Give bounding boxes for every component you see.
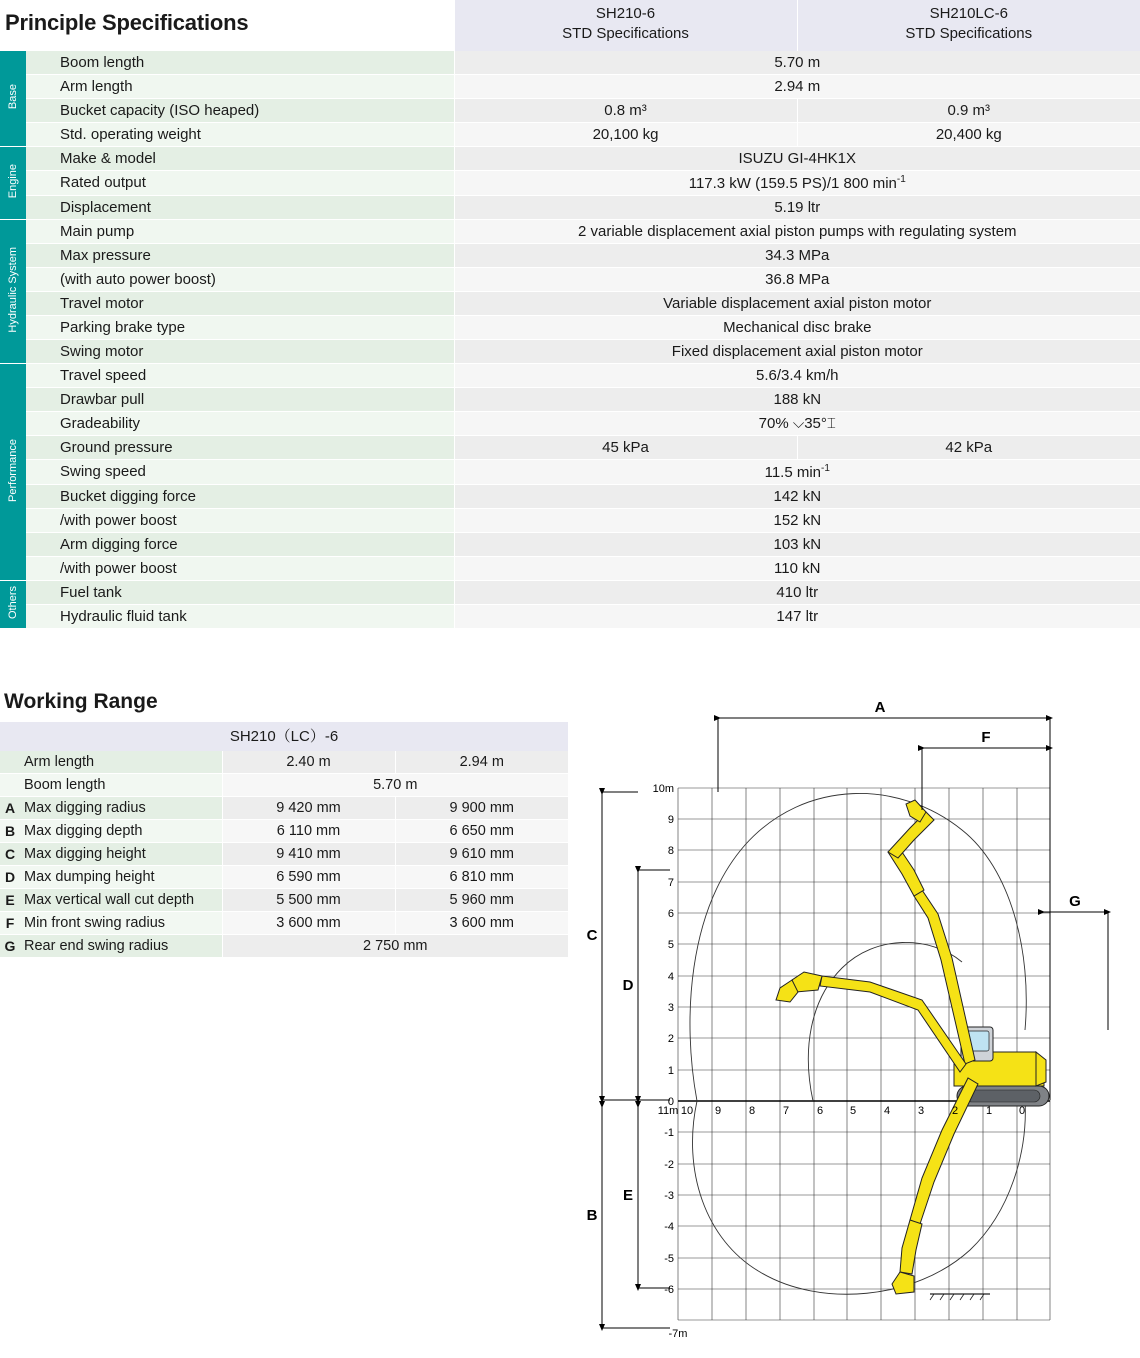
row-label: Max dumping height [20,866,222,889]
row-value-arm-294: 3 600 mm [395,912,568,935]
table-row [0,604,1140,628]
table-row [0,580,1140,604]
row-label: Min front swing radius [20,912,222,935]
row-label: Drawbar pull [26,387,454,411]
row-value: 103 kN [454,532,1140,556]
row-label: /with power boost [26,508,454,532]
row-value-sh210-6: 20,100 kg [454,122,797,146]
category-hydraulic-system [0,219,26,363]
row-value: ISUZU GI-4HK1X [454,146,1140,170]
row-label: Make & model [26,146,454,170]
svg-text:5: 5 [849,1105,857,1117]
svg-text:6: 6 [816,1105,824,1117]
row-value: Fixed displacement axial piston motor [454,339,1140,363]
svg-text:3: 3 [917,1105,925,1117]
specifications-title-cell [0,0,454,51]
working-range-header-row [0,722,568,751]
row-value: 110 kN [454,556,1140,580]
row-label: (with auto power boost) [26,267,454,291]
table-row [0,219,1140,243]
svg-text:4: 4 [667,971,674,983]
svg-text:0: 0 [667,1096,674,1108]
svg-text:10: 10 [680,1105,694,1117]
svg-text:5: 5 [667,939,674,951]
row-key: D [0,866,20,889]
row-label: Boom length [20,774,222,797]
row-value: Variable displacement axial piston motor [454,291,1140,315]
table-row [0,291,1140,315]
table-row [0,315,1140,339]
row-label: Rated output [26,170,454,195]
row-value-sh210-6: 45 kPa [454,435,797,459]
y-axis-bottom-label: -7m [668,1328,688,1340]
row-value: 34.3 MPa [454,243,1140,267]
table-row [0,484,1140,508]
table-row [0,267,1140,291]
table-row [0,774,568,797]
row-label: Boom length [26,51,454,75]
row-label: Parking brake type [26,315,454,339]
row-value: 5.19 ltr [454,195,1140,219]
row-label: Rear end swing radius [20,935,222,958]
row-value: 152 kN [454,508,1140,532]
svg-text:-5: -5 [664,1253,674,1265]
dimension-f [922,748,1050,810]
row-value: 2 variable displacement axial piston pumps with regulating system [454,219,1140,243]
row-label: Arm length [26,74,454,98]
row-label: Travel speed [26,363,454,387]
row-value-arm-294: 2.94 m [395,751,568,774]
specifications-body [0,51,1140,629]
row-label: Main pump [26,219,454,243]
model-spec: STD Specifications [905,25,1033,43]
row-value: 410 ltr [454,580,1140,604]
y-axis-labels [653,783,688,1340]
column-header-sh210lc-6 [797,0,1140,51]
row-label: Gradeability [26,411,454,435]
row-value-arm-240: 2.40 m [222,751,395,774]
row-label: Std. operating weight [26,122,454,146]
row-value-arm-294: 9 900 mm [395,797,568,820]
table-row [0,459,1140,484]
specifications-header-row [0,0,1140,51]
row-label: Max digging depth [20,820,222,843]
excavator-illustration [776,800,1049,1300]
row-label: Swing motor [26,339,454,363]
svg-text:-4: -4 [664,1221,674,1233]
working-range-model-header: SH210（LC）-6 [0,722,568,751]
svg-text:1: 1 [667,1065,674,1077]
row-value: 2 750 mm [222,935,568,958]
table-row [0,889,568,912]
svg-text:8: 8 [748,1105,756,1117]
x-axis-left-label: 11m [657,1105,679,1117]
row-key: B [0,820,20,843]
table-row [0,363,1140,387]
table-row [0,532,1140,556]
dimension-b [602,1105,670,1328]
row-label: Max pressure [26,243,454,267]
row-value: 117.3 kW (159.5 PS)/1 800 $\min^{-1}$ [454,170,1140,195]
dimension-g [1042,912,1108,1030]
dimension-d [638,870,670,1100]
model-name: SH210-6 [595,5,656,22]
category-label: Performance [7,438,19,502]
table-row [0,51,1140,75]
svg-text:1: 1 [985,1105,993,1117]
row-value-arm-240: 9 410 mm [222,843,395,866]
row-value-sh210-6: 0.8 m³ [454,98,797,122]
table-row [0,195,1140,219]
svg-text:7: 7 [782,1105,790,1117]
table-row [0,556,1140,580]
row-value-sh210lc-6: 20,400 kg [797,122,1140,146]
dimension-c-label: C [586,927,598,944]
row-label: Arm digging force [26,532,454,556]
working-range-diagram [570,700,1140,1350]
row-key: A [0,797,20,820]
row-value-arm-240: 6 590 mm [222,866,395,889]
row-key [0,751,20,774]
category-engine [0,146,26,219]
row-value-sh210lc-6: 42 kPa [797,435,1140,459]
row-label: Bucket capacity (ISO heaped) [26,98,454,122]
row-label: Ground pressure [26,435,454,459]
table-row [0,797,568,820]
row-label: Displacement [26,195,454,219]
dimension-e-label: E [622,1187,634,1204]
row-value-sh210lc-6: 0.9 m³ [797,98,1140,122]
svg-text:2: 2 [951,1105,959,1117]
page-title: Principle Specifications [5,10,249,36]
category-label: Base [7,83,19,110]
row-key: G [0,935,20,958]
row-value-arm-240: 5 500 mm [222,889,395,912]
svg-text:9: 9 [667,814,674,826]
dimension-d-label: D [622,977,634,994]
table-row [0,98,1140,122]
row-value-arm-240: 9 420 mm [222,797,395,820]
category-base [0,51,26,147]
row-value-arm-294: 6 810 mm [395,866,568,889]
svg-text:8: 8 [667,845,674,857]
svg-text:2: 2 [667,1033,674,1045]
row-label: Max vertical wall cut depth [20,889,222,912]
row-label: Bucket digging force [26,484,454,508]
specifications-table [0,0,1140,629]
row-key [0,774,20,797]
table-row [0,74,1140,98]
row-key: C [0,843,20,866]
row-value-arm-294: 6 650 mm [395,820,568,843]
category-label: Engine [7,163,19,199]
svg-text:-3: -3 [664,1190,674,1202]
row-value-arm-294: 5 960 mm [395,889,568,912]
svg-text:6: 6 [667,908,674,920]
row-label: Max digging radius [20,797,222,820]
table-row [0,843,568,866]
model-spec: STD Specifications [562,25,689,43]
svg-text:-2: -2 [664,1159,674,1171]
dimension-g-label: G [1069,893,1081,910]
row-key: E [0,889,20,912]
dimension-c [602,792,670,1100]
svg-text:9: 9 [714,1105,722,1117]
table-row [0,170,1140,195]
dimension-a [718,718,1050,1100]
row-label: Swing speed [26,459,454,484]
category-label: Others [7,585,19,619]
dimension-b-label: B [586,1207,598,1224]
row-value: 188 kN [454,387,1140,411]
row-value-arm-240: 6 110 mm [222,820,395,843]
row-label: Arm length [20,751,222,774]
table-row [0,866,568,889]
dimension-a-label: A [874,700,886,716]
row-value: 5.70 m [222,774,568,797]
row-value: 142 kN [454,484,1140,508]
row-value: 147 ltr [454,604,1140,628]
row-value: 70% ⌵35°⌶ [454,411,1140,435]
row-value: 5.6/3.4 km/h [454,363,1140,387]
row-value: Mechanical disc brake [454,315,1140,339]
table-row [0,751,568,774]
category-performance [0,363,26,580]
category-label: Hydraulic System [7,246,19,333]
row-value-arm-294: 9 610 mm [395,843,568,866]
svg-text:-6: -6 [664,1284,674,1296]
row-value: 36.8 MPa [454,267,1140,291]
table-row [0,387,1140,411]
row-label: Fuel tank [26,580,454,604]
row-value: 11.5 $\min^{-1}$ [454,459,1140,484]
svg-text:-1: -1 [664,1127,674,1139]
svg-text:3: 3 [667,1002,674,1014]
row-label: /with power boost [26,556,454,580]
svg-text:7: 7 [667,877,674,889]
x-axis-labels [658,1105,1025,1117]
row-label: Max digging height [20,843,222,866]
y-axis-top-label: 10m [652,783,674,795]
category-others [0,580,26,628]
table-row [0,411,1140,435]
working-range-table [0,722,568,958]
row-label: Hydraulic fluid tank [26,604,454,628]
svg-text:0: 0 [1018,1105,1026,1117]
row-label: Travel motor [26,291,454,315]
table-row [0,912,568,935]
table-row [0,243,1140,267]
row-value: 5.70 m [454,51,1140,75]
row-value: 2.94 m [454,74,1140,98]
table-row [0,146,1140,170]
svg-text:4: 4 [883,1105,891,1117]
working-range-title: Working Range [4,690,158,713]
column-header-sh210-6 [454,0,797,51]
row-value-arm-240: 3 600 mm [222,912,395,935]
dimension-f-label: F [981,729,991,746]
table-row [0,122,1140,146]
row-key: F [0,912,20,935]
table-row [0,935,568,958]
principle-specifications-section [0,0,1140,629]
table-row [0,339,1140,363]
table-row [0,820,568,843]
table-row [0,435,1140,459]
table-row [0,508,1140,532]
model-name: SH210LC-6 [929,5,1008,22]
